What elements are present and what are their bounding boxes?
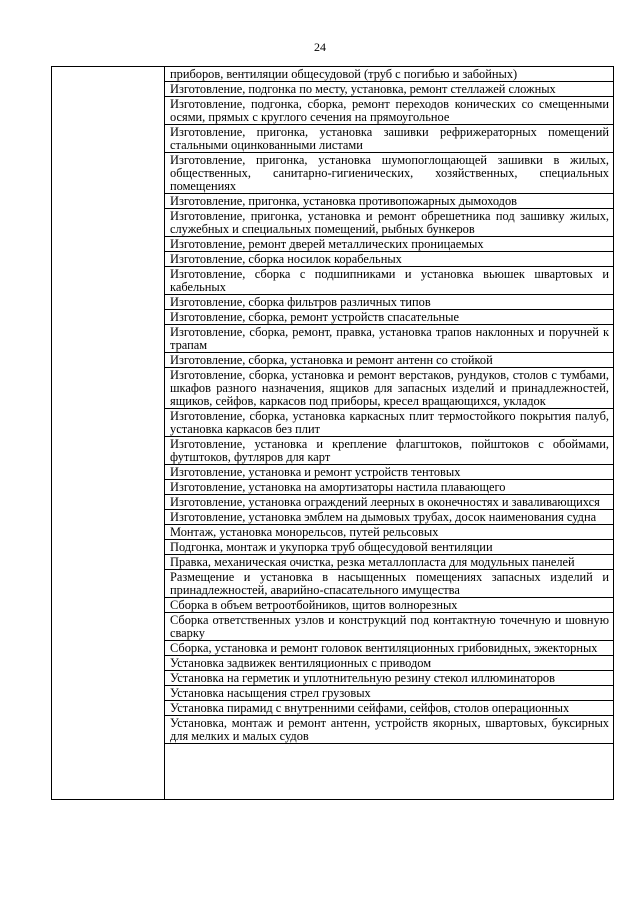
table-row bbox=[52, 67, 614, 82]
page-number: 24 bbox=[314, 40, 326, 54]
work-description-cell: Подгонка, монтаж и укупорка труб общесудовой вентиляции bbox=[165, 540, 614, 555]
work-description-cell: Изготовление, установка и крепление флагштоков, пойштоков с обоймами, футштоков, футляров для карт bbox=[165, 437, 614, 465]
empty-cell bbox=[165, 744, 614, 800]
work-description-cell: Установка, монтаж и ремонт антенн, устройств якорных, швартовых, буксирных для мелких и малых судов bbox=[165, 716, 614, 744]
work-description-cell: Изготовление, сборка фильтров различных типов bbox=[165, 295, 614, 310]
work-description-cell: Монтаж, установка монорельсов, путей рельсовых bbox=[165, 525, 614, 540]
work-description-cell: Изготовление, пригонка, установка зашивки рефрижераторных помещений стальными оцинкованными листами bbox=[165, 125, 614, 153]
work-description-cell: Изготовление, сборка, установка и ремонт антенн со стойкой bbox=[165, 353, 614, 368]
work-description-cell: Изготовление, установка и ремонт устройств тентовых bbox=[165, 465, 614, 480]
work-description-cell: Изготовление, сборка с подшипниками и установка вьюшек швартовых и кабельных bbox=[165, 267, 614, 295]
work-types-table bbox=[51, 66, 614, 800]
work-description-cell: Сборка ответственных узлов и конструкций под контактную точечную и шовную сварку bbox=[165, 613, 614, 641]
work-description-cell: Изготовление, сборка, ремонт устройств спасательные bbox=[165, 310, 614, 325]
work-description-cell: Размещение и установка в насыщенных помещениях запасных изделий и принадлежностей, аварийно-спасательного имущества bbox=[165, 570, 614, 598]
work-description-cell: Изготовление, подгонка по месту, установка, ремонт стеллажей сложных bbox=[165, 82, 614, 97]
work-description-cell: Изготовление, ремонт дверей металлических проницаемых bbox=[165, 237, 614, 252]
work-description-cell: Изготовление, сборка, установка и ремонт верстаков, рундуков, столов с тумбами, шкафов разного назначения, ящиков для запасных изделий и принадлежностей, ящиков, сейфов, каркасов под приборы, кресел вращающихся, укладок bbox=[165, 368, 614, 409]
work-description-cell: Изготовление, сборка носилок корабельных bbox=[165, 252, 614, 267]
work-description-cell: Сборка в объем ветроотбойников, щитов волнорезных bbox=[165, 598, 614, 613]
work-description-cell: Сборка, установка и ремонт головок вентиляционных грибовидных, эжекторных bbox=[165, 641, 614, 656]
work-description-cell: Изготовление, сборка, ремонт, правка, установка трапов наклонных и поручней к трапам bbox=[165, 325, 614, 353]
work-description-cell: Изготовление, установка на амортизаторы настила плавающего bbox=[165, 480, 614, 495]
work-description-cell: Правка, механическая очистка, резка металлопласта для модульных панелей bbox=[165, 555, 614, 570]
work-description-cell: Установка пирамид с внутренними сейфами, сейфов, столов операционных bbox=[165, 701, 614, 716]
work-description-cell: Изготовление, пригонка, установка и ремонт обрешетника под зашивку жилых, служебных и специальных помещений, рыбных бункеров bbox=[165, 209, 614, 237]
work-description-cell: приборов, вентиляции общесудовой (труб с погибью и забойных) bbox=[165, 67, 614, 82]
work-description-cell: Изготовление, установка эмблем на дымовых трубах, досок наименования судна bbox=[165, 510, 614, 525]
work-description-cell: Изготовление, подгонка, сборка, ремонт переходов конических со смещенными осями, прямых с круглого сечения на прямоугольное bbox=[165, 97, 614, 125]
work-description-cell: Установка задвижек вентиляционных с приводом bbox=[165, 656, 614, 671]
table-body bbox=[52, 67, 614, 800]
left-column-cell bbox=[52, 67, 165, 800]
work-description-cell: Установка насыщения стрел грузовых bbox=[165, 686, 614, 701]
work-description-cell: Изготовление, установка ограждений леерных в оконечностях и заваливающихся bbox=[165, 495, 614, 510]
work-description-cell: Изготовление, сборка, установка каркасных плит термостойкого покрытия палуб, установка каркасов без плит bbox=[165, 409, 614, 437]
work-description-cell: Изготовление, пригонка, установка шумопоглощающей зашивки в жилых, общественных, санитарно-гигиенических, хозяйственных, специальных помещениях bbox=[165, 153, 614, 194]
work-description-cell: Изготовление, пригонка, установка противопожарных дымоходов bbox=[165, 194, 614, 209]
work-description-cell: Установка на герметик и уплотнительную резину стекол иллюминаторов bbox=[165, 671, 614, 686]
